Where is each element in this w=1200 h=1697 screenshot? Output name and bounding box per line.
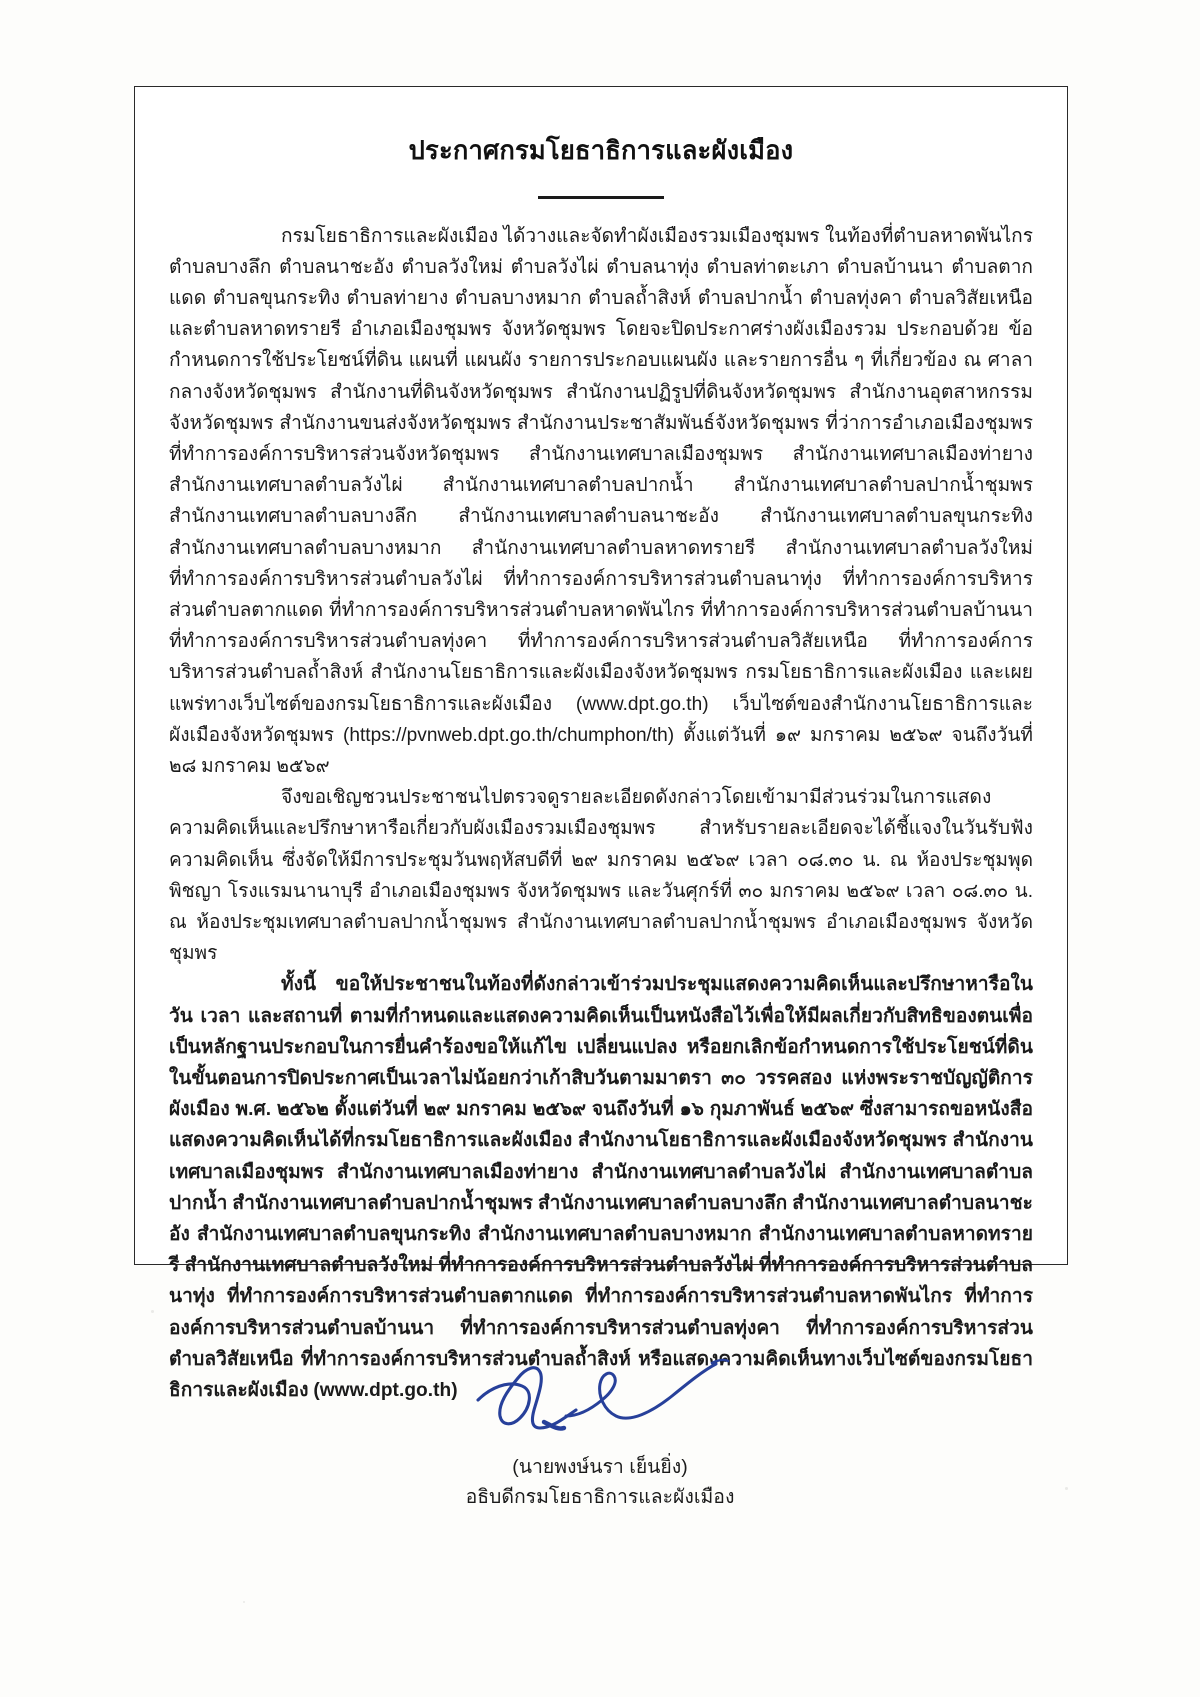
paragraph-public-invitation: จึงขอเชิญชวนประชาชนไปตรวจดูรายละเอียดดังกล่าวโดยเข้ามามีส่วนร่วมในการแสดงความคิดเห็นและปรึกษาหารือเกี่ยวกับผังเมืองรวมเมืองชุมพร สำหรับรายละเอียดจะได้ชี้แจงในวันรับฟังความคิดเห็น ซึ่งจัดให้มีการประชุมวันพฤหัสบดีที่ ๒๙ มกราคม ๒๕๖๙ เวลา ๐๘.๓๐ น. ณ ห้องประชุมพุดพิชญา โรงแรมนานาบุรี อำเภอเมืองชุมพร จังหวัดชุมพร และวันศุกร์ที่ ๓๐ มกราคม ๒๕๖๙ เวลา ๐๘.๓๐ น. ณ ห้องประชุมเทศบาลตำบลปากน้ำชุมพร สำนักงานเทศบาลตำบลปากน้ำชุมพร อำเภอเมืองชุมพร จังหวัดชุมพร — [169, 787, 1033, 965]
signatory-position: อธิบดีกรมโยธาธิการและผังเมือง — [465, 1486, 735, 1508]
document-frame — [134, 86, 1068, 1402]
page-title: ประกาศกรมโยธาธิการและผังเมือง — [408, 137, 794, 165]
paragraph-legal-rights: ทั้งนี้ ขอให้ประชาชนในท้องที่ดังกล่าวเข้าร่วมประชุมแสดงความคิดเห็นและปรึกษาหารือในวัน เวลา และสถานที่ ตามที่กำหนดและแสดงความคิดเห็นเป็นหนังสือไว้เพื่อให้มีผลเกี่ยวกับสิทธิของตนเพื่อเป็นหลักฐานประกอบในการยื่นคำร้องขอให้แก้ไข เปลี่ยนแปลง หรือยกเลิกข้อกำหนดการใช้ประโยชน์ที่ดินในขั้นตอนการปิดประกาศเป็นเวลาไม่น้อยกว่าเก้าสิบวันตามมาตรา ๓๐ วรรคสอง แห่งพระราชบัญญัติการผังเมือง พ.ศ. ๒๕๖๒ ตั้งแต่วันที่ ๒๙ มกราคม ๒๕๖๙ จนถึงวันที่ ๑๖ กุมภาพันธ์ ๒๕๖๙ ซึ่งสามารถขอหนังสือแสดงความคิดเห็นได้ที่กรมโยธาธิการและผังเมือง สำนักงานโยธาธิการและผังเมืองจังหวัดชุมพร สำนักงานเทศบาลเมืองชุมพร สำนักงานเทศบาลเมืองท่ายาง สำนักงานเทศบาลตำบลวังไผ่ สำนักงานเทศบาลตำบลปากน้ำ สำนักงานเทศบาลตำบลปากน้ำชุมพร สำนักงานเทศบาลตำบลบางลึก สำนักงานเทศบาลตำบลนาชะอัง สำนักงานเทศบาลตำบลขุนกระทิง สำนักงานเทศบาลตำบลบางหมาก สำนักงานเทศบาลตำบลหาดทรายรี สำนักงานเทศบาลตำบลวังใหม่ ที่ทำการองค์การบริหารส่วนตำบลวังไผ่ ที่ทำการองค์การบริหารส่วนตำบลนาทุ่ง ที่ทำการองค์การบริหารส่วนตำบลตากแดด ที่ทำการองค์การบริหารส่วนตำบลหาดพันไกร ที่ทำการองค์การบริหารส่วนตำบลบ้านนา ที่ทำการองค์การบริหารส่วนตำบลทุ่งคา ที่ทำการองค์การบริหารส่วนตำบลวิสัยเหนือ ที่ทำการองค์การบริหารส่วนตำบลถ้ำสิงห์ หรือแสดงความคิดเห็นทางเว็บไซต์ของกรมโยธาธิการและผังเมือง (www.dpt.go.th) — [169, 974, 1033, 1402]
signatory-name: (นายพงษ์นรา เย็นยิ่ง) — [512, 1456, 688, 1478]
handwritten-signature — [460, 1330, 740, 1450]
paragraph-plan-notice: กรมโยธาธิการและผังเมือง ได้วางและจัดทำผังเมืองรวมเมืองชุมพร ในท้องที่ตำบลหาดพันไกร ตำบลบางลึก ตำบลนาชะอัง ตำบลวังใหม่ ตำบลวังไผ่ ตำบลนาทุ่ง ตำบลท่าตะเภา ตำบลบ้านนา ตำบลตากแดด ตำบลขุนกระทิง ตำบลท่ายาง ตำบลบางหมาก ตำบลถ้ำสิงห์ ตำบลปากน้ำ ตำบลทุ่งคา ตำบลวิสัยเหนือ และตำบลหาดทรายรี อำเภอเมืองชุมพร จังหวัดชุมพร โดยจะปิดประกาศร่างผังเมืองรวม ประกอบด้วย ข้อกำหนดการใช้ประโยชน์ที่ดิน แผนที่ แผนผัง รายการประกอบแผนผัง และรายการอื่น ๆ ที่เกี่ยวข้อง ณ ศาลากลางจังหวัดชุมพร สำนักงานที่ดินจังหวัดชุมพร สำนักงานปฏิรูปที่ดินจังหวัดชุมพร สำนักงานอุตสาหกรรมจังหวัดชุมพร สำนักงานขนส่งจังหวัดชุมพร สำนักงานประชาสัมพันธ์จังหวัดชุมพร ที่ว่าการอำเภอเมืองชุมพร ที่ทำการองค์การบริหารส่วนจังหวัดชุมพร สำนักงานเทศบาลเมืองชุมพร สำนักงานเทศบาลเมืองท่ายาง สำนักงานเทศบาลตำบลวังไผ่ สำนักงานเทศบาลตำบลปากน้ำ สำนักงานเทศบาลตำบลปากน้ำชุมพร สำนักงานเทศบาลตำบลบางลึก สำนักงานเทศบาลตำบลนาชะอัง สำนักงานเทศบาลตำบลขุนกระทิง สำนักงานเทศบาลตำบลบางหมาก สำนักงานเทศบาลตำบลหาดทรายรี สำนักงานเทศบาลตำบลวังใหม่ ที่ทำการองค์การบริหารส่วนตำบลวังไผ่ ที่ทำการองค์การบริหารส่วนตำบลนาทุ่ง ที่ทำการองค์การบริหารส่วนตำบลตากแดด ที่ทำการองค์การบริหารส่วนตำบลหาดพันไกร ที่ทำการองค์การบริหารส่วนตำบลบ้านนา ที่ทำการองค์การบริหารส่วนตำบลทุ่งคา ที่ทำการองค์การบริหารส่วนตำบลวิสัยเหนือ ที่ทำการองค์การบริหารส่วนตำบลถ้ำสิงห์ สำนักงานโยธาธิการและผังเมืองจังหวัดชุมพร กรมโยธาธิการและผังเมือง และเผยแพร่ทางเว็บไซต์ของกรมโยธาธิการและผังเมือง (www.dpt.go.th) เว็บไซต์ของสำนักงานโยธาธิการและผังเมืองจังหวัดชุมพร (https://pvnweb.dpt.go.th/chumphon/th) ตั้งแต่วันที่ ๑๙ มกราคม ๒๕๖๙ จนถึงวันที่ ๒๘ มกราคม ๒๕๖๙ — [169, 225, 1033, 777]
signature-block — [0, 1330, 1200, 1512]
announcement-body — [169, 221, 1033, 1407]
title-divider — [538, 196, 664, 198]
